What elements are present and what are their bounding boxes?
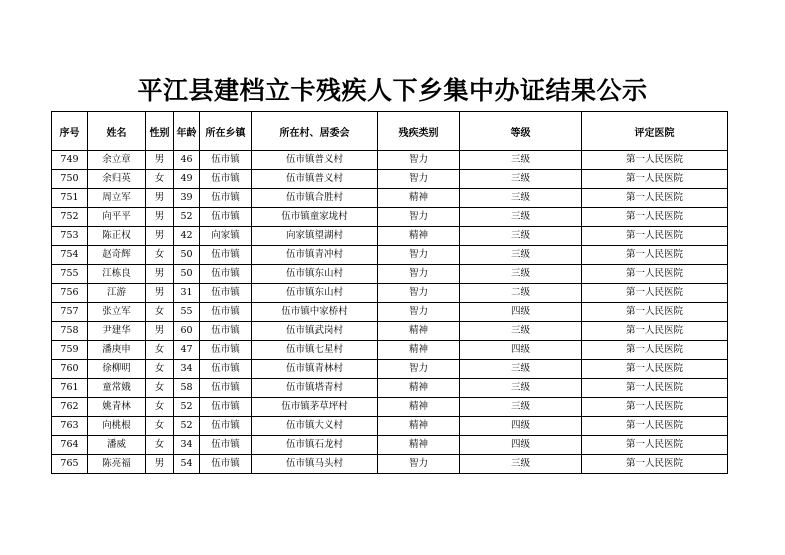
cell-disability-type: 智力: [378, 360, 460, 379]
cell-grade: 三级: [460, 189, 582, 208]
cell-index: 765: [52, 455, 88, 474]
cell-village: 伍市镇普义村: [252, 170, 378, 189]
cell-grade: 三级: [460, 398, 582, 417]
cell-grade: 四级: [460, 341, 582, 360]
cell-grade: 二级: [460, 284, 582, 303]
cell-gender: 女: [146, 303, 174, 322]
table-row: [52, 303, 728, 322]
cell-age: 50: [174, 246, 200, 265]
cell-gender: 男: [146, 455, 174, 474]
cell-name: 姚青林: [88, 398, 146, 417]
table-row: [52, 208, 728, 227]
table-row: [52, 398, 728, 417]
cell-disability-type: 精神: [378, 436, 460, 455]
table-row: [52, 246, 728, 265]
cell-grade: 三级: [460, 379, 582, 398]
cell-village: 伍市镇中家桥村: [252, 303, 378, 322]
cell-index: 754: [52, 246, 88, 265]
cell-index: 751: [52, 189, 88, 208]
cell-age: 52: [174, 208, 200, 227]
cell-age: 52: [174, 417, 200, 436]
cell-township: 伍市镇: [200, 284, 252, 303]
cell-index: 757: [52, 303, 88, 322]
cell-grade: 四级: [460, 417, 582, 436]
cell-index: 749: [52, 151, 88, 170]
header-disability-type: 残疾类别: [378, 112, 460, 151]
cell-index: 759: [52, 341, 88, 360]
table-row: [52, 360, 728, 379]
cell-hospital: 第一人民医院: [582, 322, 728, 341]
cell-hospital: 第一人民医院: [582, 436, 728, 455]
cell-hospital: 第一人民医院: [582, 398, 728, 417]
cell-gender: 男: [146, 322, 174, 341]
cell-township: 向家镇: [200, 227, 252, 246]
cell-grade: 三级: [460, 265, 582, 284]
cell-name: 童常娥: [88, 379, 146, 398]
cell-village: 伍市镇童家垅村: [252, 208, 378, 227]
cell-age: 52: [174, 398, 200, 417]
table-row: [52, 151, 728, 170]
cell-gender: 女: [146, 246, 174, 265]
cell-gender: 女: [146, 417, 174, 436]
cell-gender: 男: [146, 151, 174, 170]
cell-grade: 四级: [460, 436, 582, 455]
cell-disability-type: 智力: [378, 284, 460, 303]
cell-village: 伍市镇马头村: [252, 455, 378, 474]
cell-village: 伍市镇东山村: [252, 284, 378, 303]
cell-grade: 三级: [460, 208, 582, 227]
table-row: [52, 170, 728, 189]
cell-township: 伍市镇: [200, 341, 252, 360]
cell-village: 伍市镇东山村: [252, 265, 378, 284]
cell-age: 58: [174, 379, 200, 398]
cell-hospital: 第一人民医院: [582, 417, 728, 436]
cell-township: 伍市镇: [200, 189, 252, 208]
cell-gender: 男: [146, 284, 174, 303]
header-name: 姓名: [88, 112, 146, 151]
cell-village: 向家镇望湖村: [252, 227, 378, 246]
cell-disability-type: 智力: [378, 170, 460, 189]
header-township: 所在乡镇: [200, 112, 252, 151]
cell-hospital: 第一人民医院: [582, 151, 728, 170]
cell-township: 伍市镇: [200, 322, 252, 341]
cell-disability-type: 智力: [378, 246, 460, 265]
cell-name: 尹建华: [88, 322, 146, 341]
cell-disability-type: 精神: [378, 189, 460, 208]
cell-township: 伍市镇: [200, 436, 252, 455]
cell-grade: 三级: [460, 227, 582, 246]
cell-hospital: 第一人民医院: [582, 284, 728, 303]
cell-disability-type: 精神: [378, 341, 460, 360]
cell-index: 764: [52, 436, 88, 455]
cell-name: 周立军: [88, 189, 146, 208]
cell-disability-type: 智力: [378, 208, 460, 227]
cell-hospital: 第一人民医院: [582, 208, 728, 227]
cell-grade: 三级: [460, 455, 582, 474]
cell-name: 潘庚申: [88, 341, 146, 360]
cell-age: 39: [174, 189, 200, 208]
cell-disability-type: 精神: [378, 398, 460, 417]
cell-township: 伍市镇: [200, 398, 252, 417]
cell-township: 伍市镇: [200, 360, 252, 379]
table-row: [52, 436, 728, 455]
cell-township: 伍市镇: [200, 265, 252, 284]
cell-disability-type: 精神: [378, 417, 460, 436]
cell-age: 31: [174, 284, 200, 303]
cell-village: 伍市镇普义村: [252, 151, 378, 170]
cell-disability-type: 智力: [378, 455, 460, 474]
table-row: [52, 227, 728, 246]
disability-certificate-table: [51, 111, 728, 474]
cell-township: 伍市镇: [200, 379, 252, 398]
cell-hospital: 第一人民医院: [582, 341, 728, 360]
cell-township: 伍市镇: [200, 151, 252, 170]
header-village: 所在村、居委会: [252, 112, 378, 151]
header-gender: 性别: [146, 112, 174, 151]
header-index: 序号: [52, 112, 88, 151]
table-row: [52, 379, 728, 398]
cell-village: 伍市镇大义村: [252, 417, 378, 436]
header-grade: 等级: [460, 112, 582, 151]
cell-index: 758: [52, 322, 88, 341]
cell-name: 潘威: [88, 436, 146, 455]
cell-index: 763: [52, 417, 88, 436]
table-row: [52, 455, 728, 474]
cell-gender: 女: [146, 398, 174, 417]
table-body: [52, 151, 728, 474]
cell-name: 徐柳明: [88, 360, 146, 379]
cell-village: 伍市镇武岗村: [252, 322, 378, 341]
cell-gender: 女: [146, 379, 174, 398]
cell-name: 张立军: [88, 303, 146, 322]
cell-grade: 三级: [460, 170, 582, 189]
cell-gender: 女: [146, 436, 174, 455]
cell-village: 伍市镇青冲村: [252, 246, 378, 265]
cell-name: 陈亮福: [88, 455, 146, 474]
table-row: [52, 284, 728, 303]
cell-name: 江游: [88, 284, 146, 303]
cell-village: 伍市镇茅草坪村: [252, 398, 378, 417]
cell-hospital: 第一人民医院: [582, 189, 728, 208]
cell-name: 向桃根: [88, 417, 146, 436]
cell-index: 752: [52, 208, 88, 227]
cell-hospital: 第一人民医院: [582, 455, 728, 474]
cell-index: 750: [52, 170, 88, 189]
cell-index: 761: [52, 379, 88, 398]
cell-township: 伍市镇: [200, 208, 252, 227]
cell-grade: 三级: [460, 322, 582, 341]
cell-township: 伍市镇: [200, 246, 252, 265]
cell-name: 向平平: [88, 208, 146, 227]
cell-index: 756: [52, 284, 88, 303]
document-title: 平江县建档立卡残疾人下乡集中办证结果公示: [137, 76, 648, 105]
cell-disability-type: 精神: [378, 227, 460, 246]
cell-village: 伍市镇塔青村: [252, 379, 378, 398]
cell-disability-type: 智力: [378, 151, 460, 170]
cell-index: 762: [52, 398, 88, 417]
cell-township: 伍市镇: [200, 303, 252, 322]
header-hospital: 评定医院: [582, 112, 728, 151]
table-header-row: [52, 112, 728, 151]
cell-age: 55: [174, 303, 200, 322]
cell-name: 余归英: [88, 170, 146, 189]
cell-village: 伍市镇青林村: [252, 360, 378, 379]
cell-grade: 三级: [460, 360, 582, 379]
cell-hospital: 第一人民医院: [582, 246, 728, 265]
cell-gender: 女: [146, 170, 174, 189]
cell-hospital: 第一人民医院: [582, 360, 728, 379]
cell-township: 伍市镇: [200, 455, 252, 474]
cell-age: 50: [174, 265, 200, 284]
cell-hospital: 第一人民医院: [582, 265, 728, 284]
cell-name: 陈正权: [88, 227, 146, 246]
cell-age: 34: [174, 436, 200, 455]
cell-village: 伍市镇七星村: [252, 341, 378, 360]
table-row: [52, 417, 728, 436]
cell-village: 伍市镇合胜村: [252, 189, 378, 208]
cell-gender: 男: [146, 189, 174, 208]
cell-gender: 男: [146, 227, 174, 246]
cell-age: 60: [174, 322, 200, 341]
cell-hospital: 第一人民医院: [582, 379, 728, 398]
cell-disability-type: 精神: [378, 322, 460, 341]
cell-age: 42: [174, 227, 200, 246]
cell-index: 760: [52, 360, 88, 379]
cell-age: 54: [174, 455, 200, 474]
cell-hospital: 第一人民医院: [582, 170, 728, 189]
cell-age: 47: [174, 341, 200, 360]
header-age: 年龄: [174, 112, 200, 151]
cell-gender: 女: [146, 360, 174, 379]
cell-name: 余立章: [88, 151, 146, 170]
cell-age: 46: [174, 151, 200, 170]
cell-name: 江栋良: [88, 265, 146, 284]
cell-age: 49: [174, 170, 200, 189]
cell-index: 755: [52, 265, 88, 284]
cell-village: 伍市镇石龙村: [252, 436, 378, 455]
table-row: [52, 341, 728, 360]
cell-gender: 男: [146, 208, 174, 227]
cell-hospital: 第一人民医院: [582, 303, 728, 322]
cell-index: 753: [52, 227, 88, 246]
cell-name: 赵奇辉: [88, 246, 146, 265]
cell-township: 伍市镇: [200, 417, 252, 436]
cell-grade: 四级: [460, 303, 582, 322]
cell-disability-type: 智力: [378, 303, 460, 322]
cell-disability-type: 智力: [378, 265, 460, 284]
table-row: [52, 189, 728, 208]
cell-gender: 男: [146, 265, 174, 284]
cell-hospital: 第一人民医院: [582, 227, 728, 246]
table-row: [52, 265, 728, 284]
cell-disability-type: 精神: [378, 379, 460, 398]
cell-gender: 女: [146, 341, 174, 360]
cell-age: 34: [174, 360, 200, 379]
cell-township: 伍市镇: [200, 170, 252, 189]
cell-grade: 三级: [460, 246, 582, 265]
table-row: [52, 322, 728, 341]
cell-grade: 三级: [460, 151, 582, 170]
